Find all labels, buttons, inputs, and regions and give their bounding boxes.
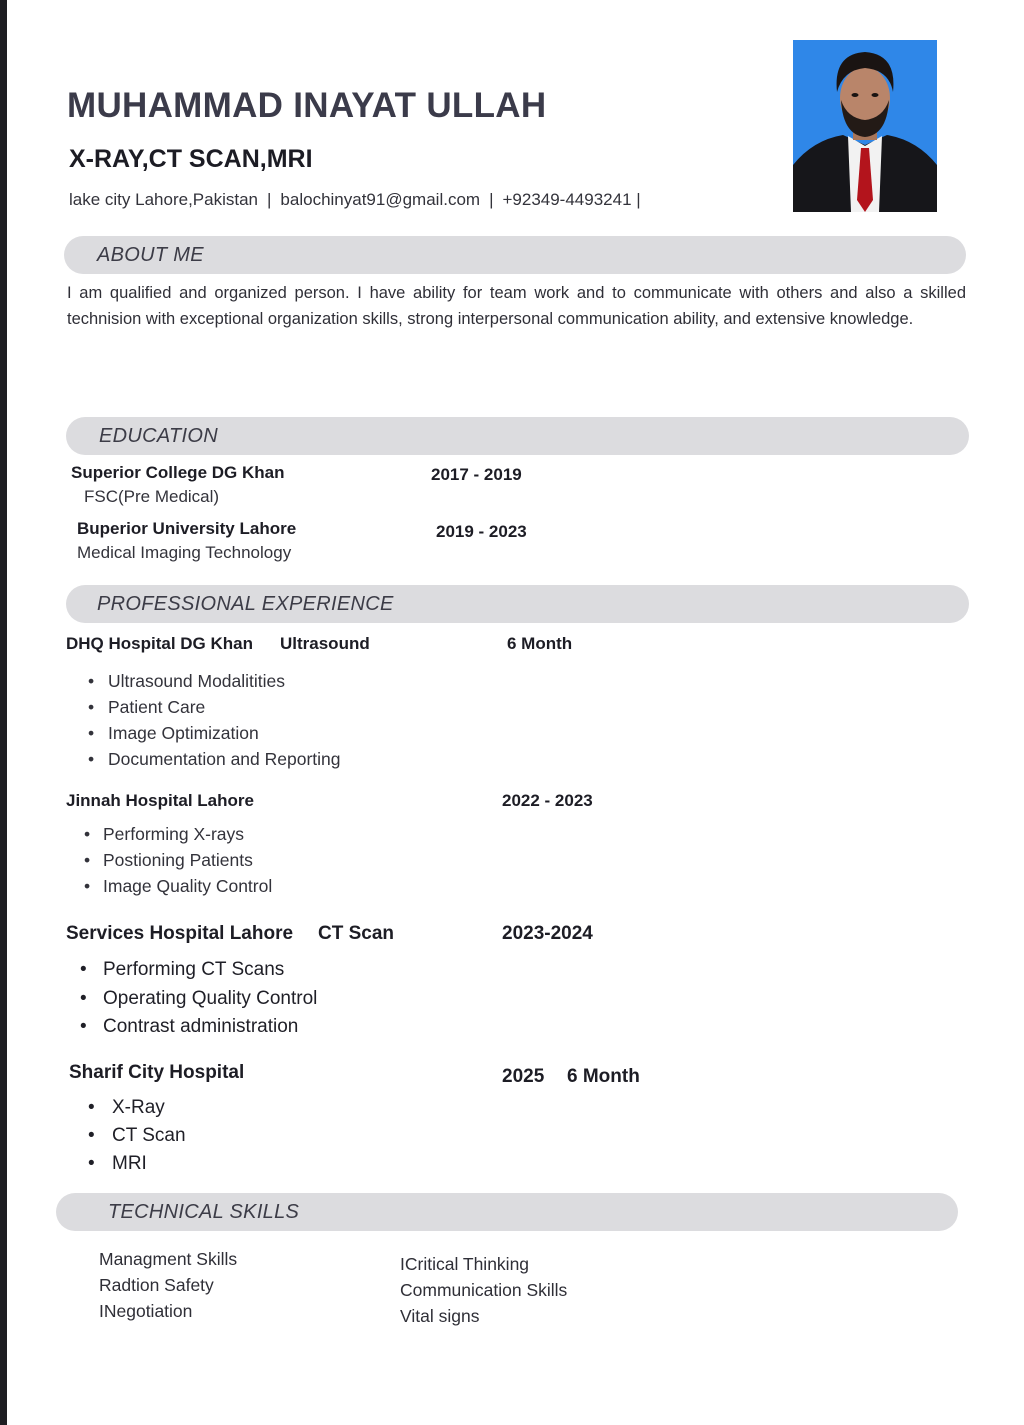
education-school: Superior College DG Khan [71, 463, 285, 482]
list-item: • MRI [88, 1150, 186, 1178]
section-header-experience [66, 585, 969, 623]
contact-line [69, 190, 641, 210]
section-title: ABOUT ME [97, 244, 204, 266]
skill-item: Communication Skills [400, 1280, 568, 1300]
experience-year: 2025 [502, 1066, 545, 1087]
candidate-name: MUHAMMAD INAYAT ULLAH [67, 86, 547, 125]
experience-duration: 6 Month [567, 1066, 640, 1087]
experience-bullets [84, 821, 272, 899]
list-item: • Contrast administration [80, 1013, 317, 1042]
portrait-illustration [793, 40, 937, 212]
experience-place: Jinnah Hospital Lahore [66, 791, 254, 810]
experience-duration: 2022 - 2023 [502, 791, 593, 810]
skills-column-left [99, 1246, 237, 1324]
location: lake city Lahore,Pakistan [69, 190, 258, 209]
skill-item: Vital signs [400, 1306, 480, 1326]
skill-item: INegotiation [99, 1301, 193, 1321]
profile-photo [793, 40, 937, 212]
section-header-education [66, 417, 969, 455]
section-title: TECHNICAL SKILLS [108, 1201, 300, 1223]
job-title: X-RAY,CT SCAN,MRI [69, 145, 313, 173]
education-years: 2019 - 2023 [436, 522, 527, 541]
skill-item: ICritical Thinking [400, 1254, 530, 1274]
separator: | [267, 190, 272, 209]
section-title: EDUCATION [99, 425, 218, 447]
experience-place: DHQ Hospital DG Khan [66, 634, 254, 653]
skill-item: Radtion Safety [99, 1275, 214, 1295]
email: balochinyat91@gmail.com [280, 190, 481, 209]
education-school: Buperior University Lahore [77, 519, 297, 538]
experience-bullets [80, 956, 317, 1042]
experience-bullets [88, 1094, 186, 1178]
section-header-about [64, 236, 966, 274]
page-edge [0, 0, 7, 1425]
list-item: • Postioning Patients [84, 847, 272, 873]
experience-place: Sharif City Hospital [69, 1062, 245, 1083]
skills-column-right [400, 1251, 567, 1329]
about-text: I am qualified and organized person. I have ability for team work and to communicate with others and also a skilled technision with exceptional organization skills, strong interpersonal communication ability, and extensive knowledge. [67, 284, 966, 328]
education-program: FSC(Pre Medical) [84, 487, 220, 506]
separator: | [489, 190, 494, 209]
experience-role: CT Scan [318, 923, 395, 944]
experience-bullets [88, 668, 341, 772]
list-item: • Operating Quality Control [80, 985, 317, 1014]
skill-item: Managment Skills [99, 1249, 238, 1269]
list-item: • Performing CT Scans [80, 956, 317, 985]
experience-duration: 2023-2024 [502, 923, 593, 944]
education-program: Medical Imaging Technology [77, 543, 292, 562]
phone: +92349-4493241 | [502, 190, 641, 209]
list-item: • Documentation and Reporting [88, 746, 341, 772]
experience-role: Ultrasound [280, 634, 370, 653]
list-item: • Image Optimization [88, 720, 341, 746]
section-title: PROFESSIONAL EXPERIENCE [97, 593, 394, 615]
list-item: • CT Scan [88, 1122, 186, 1150]
list-item: • Ultrasound Modalitities [88, 668, 341, 694]
experience-place: Services Hospital Lahore [66, 923, 294, 944]
list-item: • Performing X-rays [84, 821, 272, 847]
list-item: • Patient Care [88, 694, 341, 720]
list-item: • X-Ray [88, 1094, 186, 1122]
education-years: 2017 - 2019 [431, 465, 522, 484]
list-item: • Image Quality Control [84, 873, 272, 899]
experience-duration: 6 Month [507, 634, 573, 653]
section-header-skills [56, 1193, 958, 1231]
